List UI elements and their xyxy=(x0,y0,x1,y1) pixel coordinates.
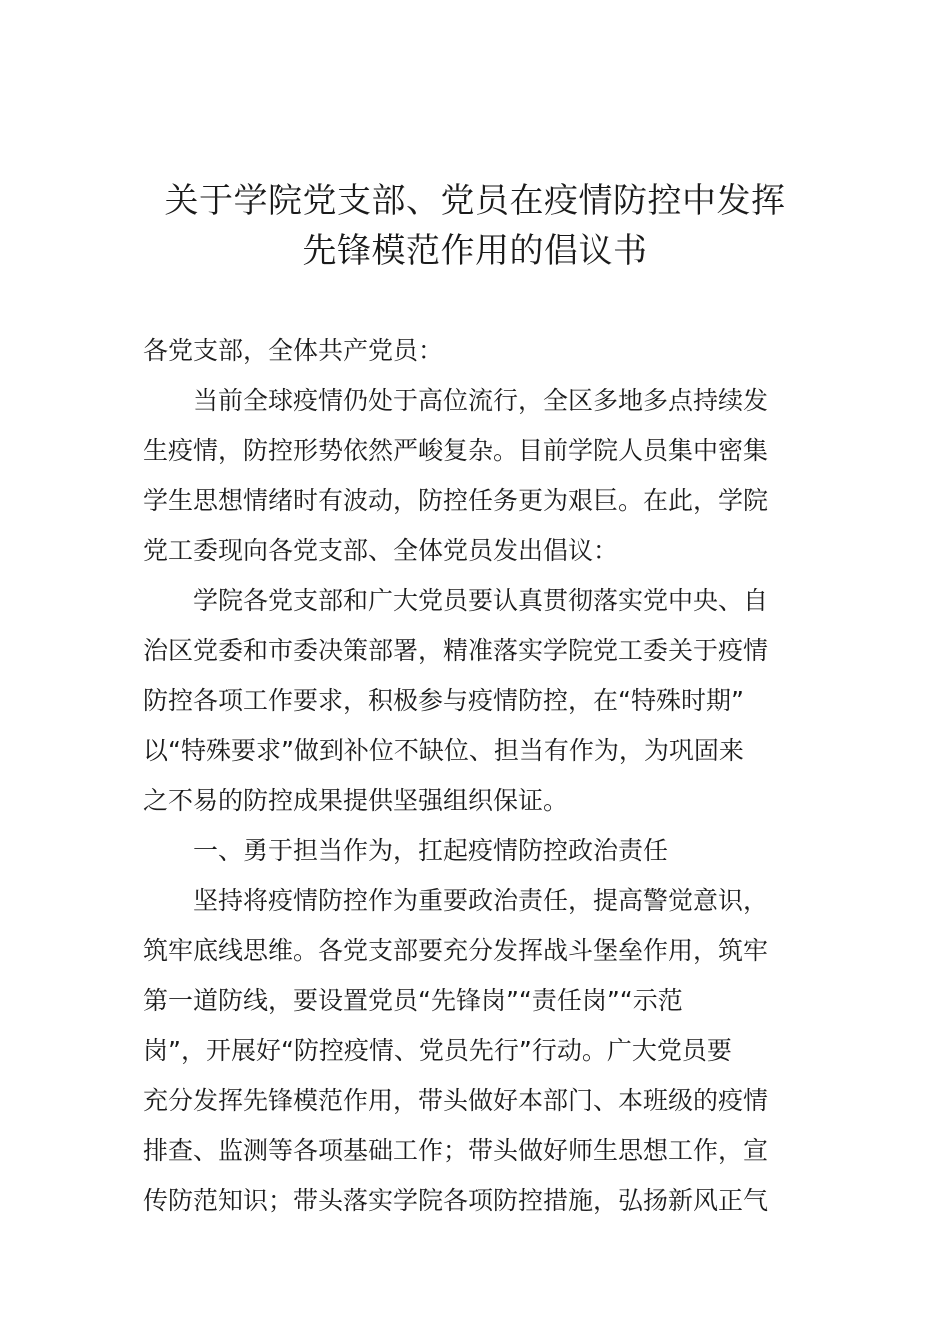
body-line: 筑牢底线思维。各党支部要充分发挥战斗堡垒作用，筑牢 xyxy=(143,936,769,965)
body-line: 党工委现向各党支部、全体党员发出倡议： xyxy=(143,536,619,565)
body-line: 排查、监测等各项基础工作；带头做好师生思想工作，宣 xyxy=(143,1136,769,1165)
body-line: 第一道防线，要设置党员“先锋岗”“责任岗”“示范 xyxy=(143,986,683,1015)
body-line: 坚持将疫情防控作为重要政治责任，提高警觉意识， xyxy=(193,886,769,915)
body-line: 传防范知识；带头落实学院各项防控措施，弘扬新风正气 xyxy=(143,1186,769,1215)
body-line: 各党支部，全体共产党员： xyxy=(143,336,444,365)
body-line: 岗”，开展好“防控疫情、党员先行”行动。广大党员要 xyxy=(143,1036,732,1065)
body-line: 治区党委和市委决策部署，精准落实学院党工委关于疫情 xyxy=(143,636,769,665)
body-line: 学院各党支部和广大党员要认真贯彻落实党中央、自 xyxy=(193,586,769,615)
body-line: 之不易的防控成果提供坚强组织保证。 xyxy=(143,786,569,815)
title-line-2: 先锋模范作用的倡议书 xyxy=(302,231,648,271)
document-body xyxy=(143,326,809,1226)
body-line: 学生思想情绪时有波动，防控任务更为艰巨。在此，学院 xyxy=(143,486,769,515)
document-title xyxy=(0,176,950,276)
body-line: 生疫情，防控形势依然严峻复杂。目前学院人员集中密集 xyxy=(143,436,769,465)
body-line: 充分发挥先锋模范作用，带头做好本部门、本班级的疫情 xyxy=(143,1086,769,1115)
title-line-1: 关于学院党支部、党员在疫情防控中发挥 xyxy=(164,181,786,221)
body-line: 以“特殊要求”做到补位不缺位、担当有作为，为巩固来 xyxy=(143,736,744,765)
body-line: 当前全球疫情仍处于高位流行，全区多地多点持续发 xyxy=(193,386,769,415)
body-line: 一、勇于担当作为，扛起疫情防控政治责任 xyxy=(193,836,669,865)
body-line: 防控各项工作要求，积极参与疫情防控，在“特殊时期” xyxy=(143,686,744,715)
